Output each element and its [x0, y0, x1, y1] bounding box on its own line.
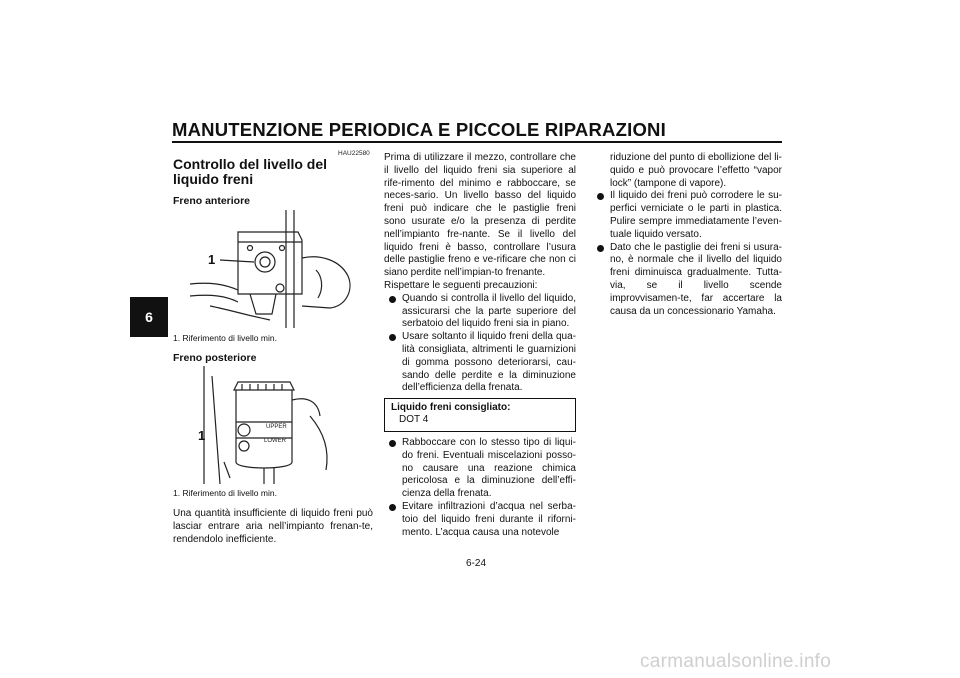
insufficient-fluid-paragraph: Una quantità insufficiente di liquido freni può lasciar entrare aria nell’impianto frenan-te, rendendolo inefficiente.: [173, 508, 373, 545]
bullet-item: [384, 501, 576, 539]
page-title: MANUTENZIONE PERIODICA E PICCOLE RIPARAZIONI: [172, 119, 666, 140]
bullet-icon: [597, 193, 604, 200]
bullet-item: [384, 293, 576, 331]
bullet-item: [592, 190, 782, 241]
intro-paragraph: Prima di utilizzare il mezzo, controllare che il livello del liquido freni sia superiore al rife-rimento del minimo e rabboccare, se neces-sario. Un livello basso del liquido freni può indicare che le pastiglie freni sono usurate e/o la presenza di perdite nell’impianto fre-nante. Se il livello del liquido freni è basso, controllare l’usura delle pastiglie freno e ve-rificare che non ci siano perdite nell’impian-to frenante.: [384, 152, 576, 279]
rear-brake-heading: Freno posteriore: [173, 352, 257, 364]
recommended-fluid-title: Liquido freni consigliato:: [391, 402, 511, 413]
bullet-item: [384, 437, 576, 501]
column-two: [384, 152, 576, 395]
section-title: Controllo del livello del liquido freni: [173, 156, 328, 187]
front-brake-heading: Freno anteriore: [173, 195, 251, 207]
front-figure-label: 1: [208, 252, 216, 267]
page-number: 6-24: [466, 558, 487, 569]
bullet-icon: [597, 245, 604, 252]
upper-mark: UPPER: [266, 424, 287, 430]
bullet-icon: [389, 440, 396, 447]
bullet-icon: [389, 334, 396, 341]
recommended-fluid-box: [384, 398, 576, 432]
bullet-icon: [389, 296, 396, 303]
watermark: carmanualsonline.info: [640, 651, 832, 672]
column-three: [592, 152, 782, 318]
bullet-text: Evitare infiltrazioni d’acqua nel serba-toio del liquido freni durante il riforni-mento. L’acqua causa una notevole: [402, 500, 576, 538]
bullet-text: Quando si controlla il livello del liquido, assicurarsi che la parte superiore del serbatoio del liquido freni sia in piano.: [402, 292, 576, 330]
bullet-text: Usare soltanto il liquido freni della qua-lità consigliata, altrimenti le guarnizioni di gomma possono deteriorarsi, cau-sando delle perdite e la diminuzione dell’efficienza della frenata.: [402, 331, 576, 394]
precautions-label: Rispettare le seguenti precauzioni:: [384, 279, 538, 291]
section-code: HAU22580: [338, 150, 370, 157]
front-brake-reservoir-figure: [190, 210, 360, 328]
rear-figure-label: 1: [198, 428, 206, 443]
recommended-fluid-value: DOT 4: [399, 414, 429, 425]
header-rule: [172, 141, 782, 143]
lower-mark: LOWER: [264, 438, 287, 444]
rear-caption: 1. Riferimento di livello min.: [173, 488, 277, 498]
bullet-text: Rabboccare con lo stesso tipo di liqui-do freni. Eventuali miscelazioni posso-no causare una reazione chimica pericolosa e la diminuzione dell’effi-cienza della frenata.: [402, 437, 576, 500]
chapter-tab: 6: [130, 297, 168, 337]
bullet-icon: [389, 504, 396, 511]
bullet-item: [592, 242, 782, 319]
bullet-text: Il liquido dei freni può corrodere le su-perfici verniciate o le parti in plastica. Pulire sempre immediatamente l’even-tuale liquido versato.: [610, 190, 782, 240]
front-caption: 1. Riferimento di livello min.: [173, 333, 277, 343]
bullet-item: [384, 331, 576, 395]
bullet-text: Dato che le pastiglie dei freni si usura-no, è normale che il livello del liquido freni diminuisca gradualmente. Tutta-via, se il livello scende improvvisamen-te, far accertare la causa da un concessionario Yamaha.: [610, 241, 782, 317]
rear-brake-reservoir-figure: [190, 366, 360, 484]
column-two-lower: [384, 437, 576, 539]
continued-text: riduzione del punto di ebollizione del li-quido e può provocare l’effetto “vapor lock” (tampone di vapore).: [610, 152, 782, 189]
